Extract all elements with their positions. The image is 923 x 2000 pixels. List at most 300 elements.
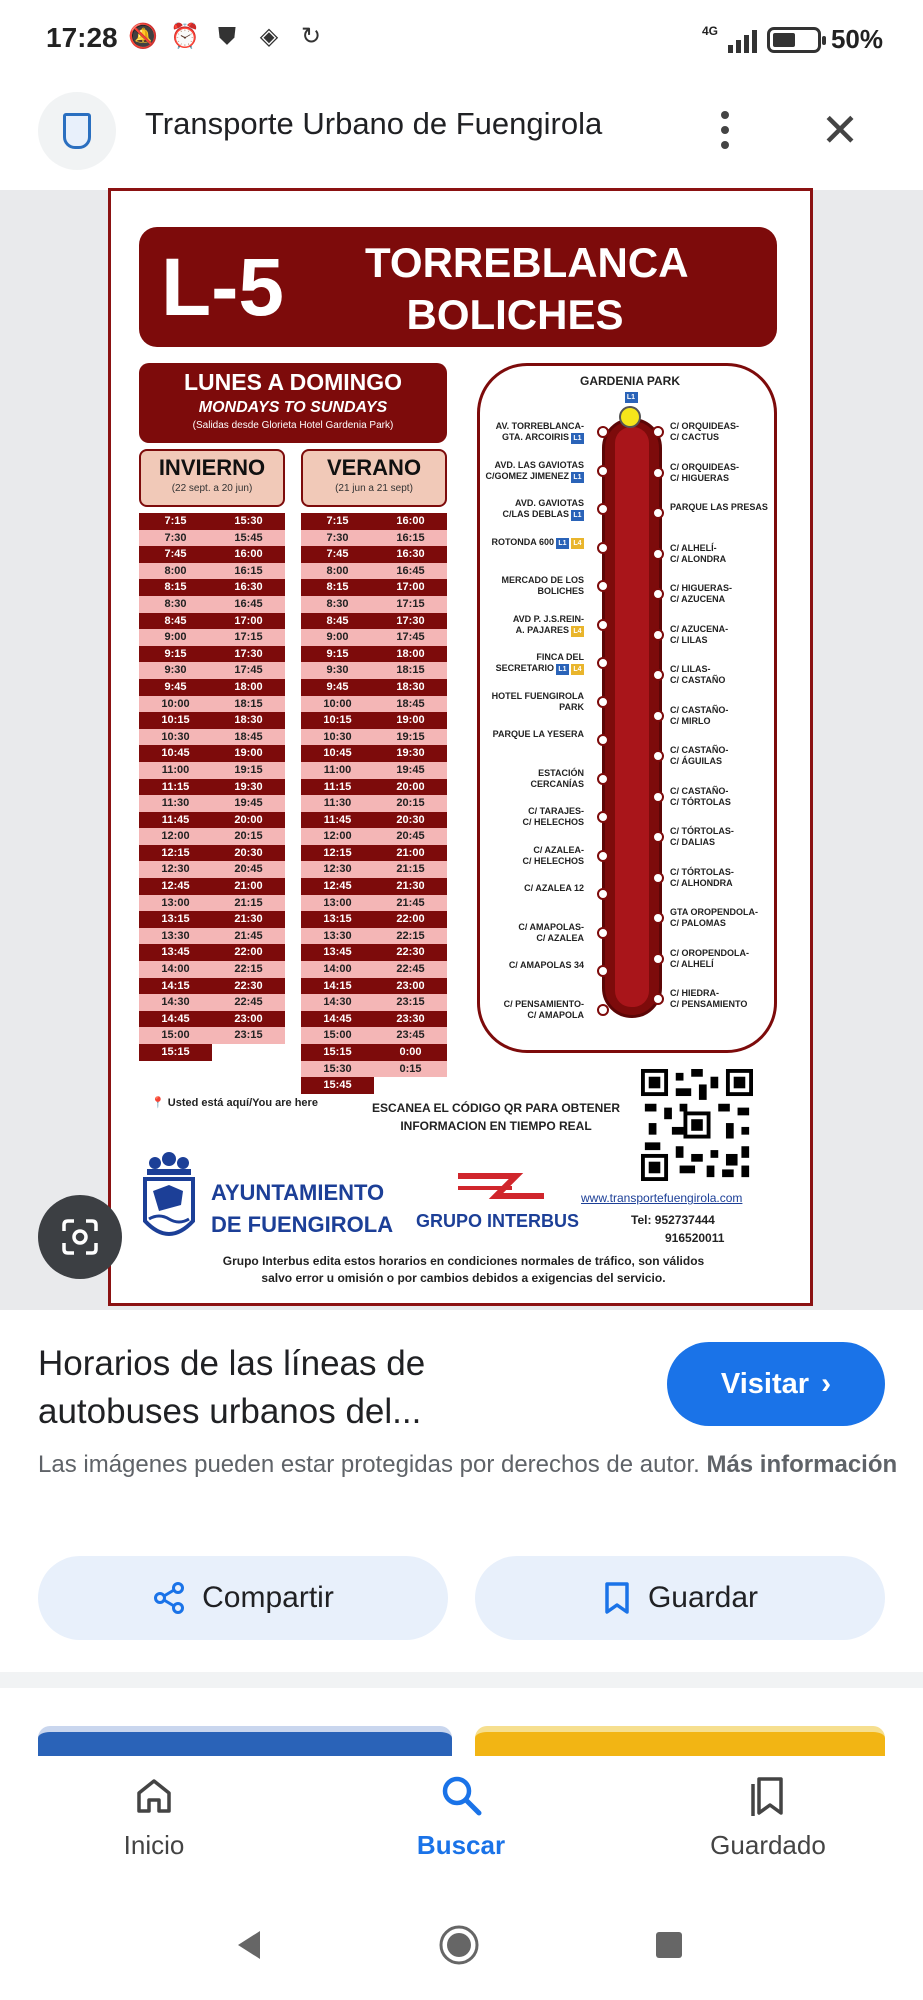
timetable-row [301,596,447,613]
phone-1: Tel: 952737444 [631,1213,715,1227]
line-number: L-5 [161,242,284,333]
timetable-row [301,1044,447,1061]
home-icon [132,1774,176,1818]
timetable-row [301,944,447,961]
timetable-row [139,696,285,713]
location-pin-icon: 📍 [151,1097,165,1109]
timetable-row [301,878,447,895]
timetable-row [139,911,285,928]
stop-dot [597,965,609,977]
departure-time: 17:30 [396,614,425,627]
ayuntamiento-name [211,1177,393,1241]
departure-time: 16:45 [396,564,425,577]
terminus-name: GARDENIA PARK [579,374,680,388]
stop-label [484,421,584,444]
stop-label [484,498,584,521]
departure-time [374,1077,447,1094]
departure-time: 23:00 [396,979,425,992]
departure-time: 8:00 [326,564,349,577]
bookmark-icon [602,1581,632,1615]
winter-timetable [139,513,285,1061]
stop-label: C/ CASTAÑO- C/ MIRLO [670,704,729,726]
winter-label: INVIERNO [158,455,266,480]
timetable-row [139,779,285,796]
stop-dot [597,542,609,554]
stop-dot [652,791,664,803]
timetable-row [301,994,447,1011]
winter-header [139,449,285,507]
timetable-row [139,513,285,530]
timetable-row [139,1011,285,1028]
timetable-row [139,828,285,845]
timetable-row [139,712,285,729]
departure-time: 21:45 [234,929,263,942]
stop-label [484,806,584,828]
departure-time: 7:45 [164,548,187,561]
timetable-row [301,696,447,713]
timetable-row [139,895,285,912]
departure-time: 15:15 [161,1046,190,1058]
stop-name: AVD P. J.S.REIN- A. PAJARES [512,613,584,635]
timetable-row [139,729,285,746]
share-icon [152,1581,186,1615]
departure-time: 15:15 [323,1046,352,1058]
departure-time: 10:00 [161,697,190,710]
timetable-row [301,745,447,762]
stop-dot [597,888,609,900]
stop-dot [597,619,609,631]
departure-time: 12:30 [161,863,190,876]
timetable-row [139,579,285,596]
departure-time: 17:15 [234,631,263,644]
departure-time: 15:00 [161,1029,190,1042]
winter-range: (22 sept. a 20 jun) [171,483,253,494]
stop-label: C/ ORQUIDEAS- C/ CACTUS [670,421,740,442]
stop-dot [652,831,664,843]
timetable-row [301,845,447,862]
stop-label [484,922,584,944]
rights-text: Las imágenes pueden estar protegidas por derechos de autor. [38,1451,700,1478]
departure-time: 11:30 [161,797,190,810]
departure-time: 8:15 [326,581,349,594]
departure-time: 15:30 [323,1062,352,1075]
battery-percent: 50% [830,24,883,54]
departure-time: 13:15 [161,913,190,926]
phone-numbers [631,1211,724,1247]
departure-time: 13:30 [323,929,352,942]
timetable-row [301,646,447,663]
timetable-row [139,629,285,646]
site-title: Transporte Urbano de Fuengirola [145,106,603,141]
departure-time: 16:00 [234,548,263,561]
stop-dot [597,696,609,708]
departure-time: 20:45 [234,863,263,876]
stop-label: C/ TÓRTOLAS- C/ DALIAS [670,826,734,847]
stop-label [484,883,584,894]
timetable-row [301,1011,447,1028]
departure-time: 11:00 [161,763,190,776]
departure-time: 17:00 [396,581,425,594]
you-are-here-marker [619,406,641,428]
ayuntamiento-crest [141,1151,197,1251]
departure-time: 9:00 [164,631,187,644]
shield-icon: ⛊ [218,23,236,50]
disclaimer-line-2: salvo error u omisión o por cambios debidos a exigencias del servicio. [261,1271,666,1285]
departure-time: 22:30 [396,946,425,959]
timetable-row [301,563,447,580]
stop-label: C/ CASTAÑO- C/ ÁGUILAS [670,745,729,766]
departure-time: 22:15 [234,963,263,976]
departure-time: 9:15 [326,647,349,660]
departure-time: 16:15 [396,531,425,544]
nav-saved-label: Guardado [710,1830,826,1860]
departure-time: 11:15 [161,780,190,793]
timetable-row [301,629,447,646]
departure-time: 18:00 [234,680,263,693]
stop-label: C/ CASTAÑO- C/ TÓRTOLAS [670,785,731,807]
departure-time: 20:45 [396,830,425,843]
stop-label [484,460,584,483]
interbus-logo [456,1166,546,1206]
save-button[interactable] [475,1556,885,1640]
departure-time: 19:00 [396,714,425,727]
departure-time: 20:00 [234,813,263,826]
departure-time: 19:30 [396,747,425,760]
stop-name: C/ TARAJES- C/ HELECHOS [522,806,584,827]
departure-time: 7:15 [164,515,187,527]
sync-icon: ↻ [300,23,322,50]
departure-time: 11:00 [323,763,352,776]
summer-header [301,449,447,507]
departure-time: 13:45 [161,946,190,959]
more-options-icon[interactable] [710,100,740,160]
departure-time: 8:30 [326,597,349,610]
departure-time: 8:30 [164,597,187,610]
copyright-notice [38,1446,898,1484]
departure-time: 7:30 [326,531,349,544]
departure-time: 12:00 [323,830,352,843]
stop-name: C/ AMAPOLAS 34 [508,960,584,970]
share-label: Compartir [202,1581,334,1614]
interbus-name: GRUPO INTERBUS [416,1211,580,1231]
nav-search[interactable] [361,1756,561,1861]
timetable-row [301,762,447,779]
departure-time: 10:15 [323,714,352,727]
stop-dot [652,467,664,479]
stop-dot [652,750,664,762]
departure-time: 16:30 [234,581,263,594]
departure-time: 20:15 [234,830,263,843]
related-image-thumbnail[interactable] [38,1726,452,1756]
stop-label [484,652,584,675]
stop-dot [597,811,609,823]
departure-time: 8:45 [164,614,187,627]
departure-time: 10:45 [323,747,352,760]
phone-2: 916520011 [665,1231,725,1245]
timetable-row [301,861,447,878]
departure-time: 17:45 [234,664,263,677]
timetable-row [301,1077,447,1094]
departure-time: 10:30 [161,730,190,743]
timetable-row [301,928,447,945]
stop-dot [652,912,664,924]
timetable-row [139,563,285,580]
timetable-row [301,779,447,796]
departure-time: 14:45 [323,1012,352,1025]
route-map [477,363,777,1053]
departure-time: 20:30 [234,846,263,859]
departure-time: 8:00 [164,564,187,577]
departure-time: 19:45 [234,797,263,810]
timetable-row [301,961,447,978]
image-viewer[interactable] [0,190,923,1310]
departure-time: 9:00 [326,631,349,644]
line-badge: L1 [571,433,584,444]
summer-label: VERANO [326,455,422,480]
departure-time: 20:00 [396,780,425,793]
nav-search-label: Buscar [416,1830,506,1860]
stop-name: C/ AMAPOLAS- C/ AZALEA [518,921,584,943]
stop-dot [652,710,664,722]
summer-range: (21 jun a 21 sept) [335,483,413,494]
departure-time: 13:00 [323,896,352,909]
stop-name: C/ AZALEA 12 [524,883,584,893]
image-caption[interactable] [38,1340,618,1436]
timetable-row [301,546,447,563]
related-image-thumbnail[interactable] [475,1726,885,1756]
departure-time: 15:45 [234,531,263,544]
search-icon [438,1772,484,1818]
timetable-row [139,845,285,862]
battery-icon [767,27,821,53]
departure-time: 9:30 [164,664,187,677]
stop-label [484,691,584,713]
departure-time: 11:45 [323,813,352,826]
departure-time: 20:30 [396,813,425,826]
timetable-row [139,994,285,1011]
departure-time: 17:45 [396,631,425,644]
stop-dot [652,993,664,1005]
departure-time: 13:30 [161,929,190,942]
departure-time: 0:00 [399,1046,422,1058]
timetable-row [301,1061,447,1078]
stop-dot [652,629,664,641]
stop-label [484,614,584,637]
nav-home-label: Inicio [123,1830,185,1860]
stop-name: FINCA DEL SECRETARIO [495,652,584,673]
departure-time: 22:00 [396,913,425,926]
disclaimer-line-1: Grupo Interbus edita estos horarios en condiciones normales de tráfico, son válidos [222,1254,705,1268]
timetable-row [301,795,447,812]
departure-time: 9:30 [326,664,349,677]
stop-dot [652,548,664,560]
back-icon[interactable] [234,1928,264,1962]
visit-label: Visitar [720,1367,810,1400]
signal-icon [728,27,757,53]
line-badge: L1 [571,510,584,521]
timetable-row [139,546,285,563]
qr-code [641,1069,753,1181]
departure-time: 22:45 [396,963,425,976]
timetable-row [301,828,447,845]
stop-name: PARQUE LA YESERA [492,729,584,739]
departure-time: 21:15 [234,896,263,909]
line-badge: L1 [556,664,569,675]
stop-label: C/ AZUCENA- C/ LILAS [670,623,729,645]
caption-line-1: Horarios de las líneas de [38,1344,426,1383]
days-spanish: LUNES A DOMINGO [183,369,403,395]
departure-time: 9:15 [164,647,187,660]
nav-saved[interactable] [668,1756,868,1861]
stop-dot [652,953,664,965]
stop-label [484,537,584,549]
departure-time: 17:30 [234,647,263,660]
stop-name: AV. TORREBLANCA- GTA. ARCOIRIS [495,421,584,442]
departure-time: 14:30 [161,996,190,1009]
timetable-row [301,513,447,530]
stop-label [484,845,584,867]
bottom-navigation [0,1756,923,1890]
departure-time: 13:45 [323,946,352,959]
line-header [139,227,777,347]
stop-dot [652,507,664,519]
departure-time: 10:30 [323,730,352,743]
lens-icon [58,1215,102,1259]
timetable-row [139,812,285,829]
save-label: Guardar [647,1581,759,1614]
departure-time: 23:15 [234,1029,263,1042]
departure-time: 7:45 [326,548,349,561]
departure-time: 18:00 [396,647,425,660]
departure-time: 11:45 [161,813,190,826]
collections-icon [746,1772,790,1818]
timetable-row [139,928,285,945]
stop-label: C/ LILAS- C/ CASTAÑO [670,664,726,685]
timetable-row [139,646,285,663]
terminus-badge: L1 [625,392,638,403]
stop-label [484,999,584,1021]
timetable-row [139,795,285,812]
stop-label [484,729,584,740]
departure-time: 0:15 [399,1062,422,1075]
departure-time: 14:30 [323,996,352,1009]
departure-time: 9:45 [326,680,349,693]
status-bar [0,0,923,80]
terminus-label [480,374,780,403]
timetable-row [301,1027,447,1044]
departure-time: 20:15 [396,797,425,810]
departure-time: 23:00 [234,1012,263,1025]
departure-time: 14:15 [161,979,190,992]
departure-time: 16:00 [396,515,425,527]
timetable-row [139,745,285,762]
timetable-row [301,679,447,696]
departure-time: 10:15 [161,714,190,727]
departure-time: 12:30 [323,863,352,876]
departure-time [212,1044,285,1061]
visit-button[interactable] [667,1342,885,1426]
clock: 17:28 [46,22,118,53]
stop-label: C/ HIEDRA- C/ PENSAMIENTO [670,988,748,1009]
departure-time: 11:15 [323,780,352,793]
stop-dot [652,669,664,681]
timetable-row [139,944,285,961]
summer-timetable [301,513,447,1094]
stop-dot [652,872,664,884]
google-lens-button[interactable] [38,1195,122,1279]
stop-name: C/ PENSAMIENTO- C/ AMAPOLA [503,998,584,1020]
departure-time: 11:30 [323,797,352,810]
timetable-row [139,762,285,779]
stop-label: C/ TÓRTOLAS- C/ ALHONDRA [670,866,734,888]
line-badge: L4 [571,626,584,637]
stop-name: AVD. GAVIOTAS C/LAS DEBLAS [502,498,584,519]
departure-time: 19:30 [234,780,263,793]
image-viewer-header [0,80,923,190]
departure-time: 12:45 [323,880,352,893]
recents-icon[interactable] [654,1930,684,1960]
departure-time: 12:00 [161,830,190,843]
stop-label: C/ HIGUERAS- C/ AZUCENA [670,583,733,604]
departure-time: 12:15 [323,846,352,859]
layers-icon: ◈ [259,23,279,50]
timetable-row [139,978,285,995]
timetable-row [139,530,285,547]
stop-dot [597,657,609,669]
days-english: MONDAYS TO SUNDAYS [198,399,388,416]
nav-home[interactable] [54,1756,254,1861]
departure-time: 21:30 [396,880,425,893]
departure-time: 21:00 [396,846,425,859]
timetable-row [139,613,285,630]
destination-2: BOLICHES [406,291,624,338]
departure-time: 21:00 [234,880,263,893]
departure-time: 15:45 [323,1079,352,1092]
share-button[interactable] [38,1556,448,1640]
stop-label [484,768,584,790]
ayto-line-1: AYUNTAMIENTO [211,1180,385,1205]
stop-label [484,575,584,597]
home-button-icon[interactable] [438,1924,480,1966]
stop-dot [597,465,609,477]
more-info-link[interactable]: Más información [706,1451,898,1478]
stop-name: AVD. LAS GAVIOTAS C/GOMEZ JIMENEZ [485,459,584,481]
timetable-row [139,662,285,679]
timetable-row [301,978,447,995]
stop-label: GTA OROPENDOLA- C/ PALOMAS [670,907,758,928]
site-favicon[interactable] [38,92,116,170]
timetable-row [301,712,447,729]
qr-instructions: ESCANEA EL CÓDIGO QR PARA OBTENER INFORMACION EN TIEMPO REAL [371,1101,621,1133]
departure-time: 10:45 [161,747,190,760]
bus-schedule-image [108,188,813,1306]
departure-time: 13:15 [323,913,352,926]
timetable-row [301,662,447,679]
departure-time: 13:00 [161,896,190,909]
departure-time: 18:15 [234,697,263,710]
departure-time: 18:30 [396,680,425,693]
departure-time: 23:30 [396,1012,425,1025]
stop-dot [597,850,609,862]
departure-time: 16:30 [396,548,425,561]
timetable-row [301,613,447,630]
departure-time: 7:15 [326,515,349,527]
stop-dot [597,580,609,592]
days-banner [139,363,447,443]
stop-dot [652,588,664,600]
close-icon[interactable]: ✕ [820,104,860,156]
departure-time: 21:30 [234,913,263,926]
